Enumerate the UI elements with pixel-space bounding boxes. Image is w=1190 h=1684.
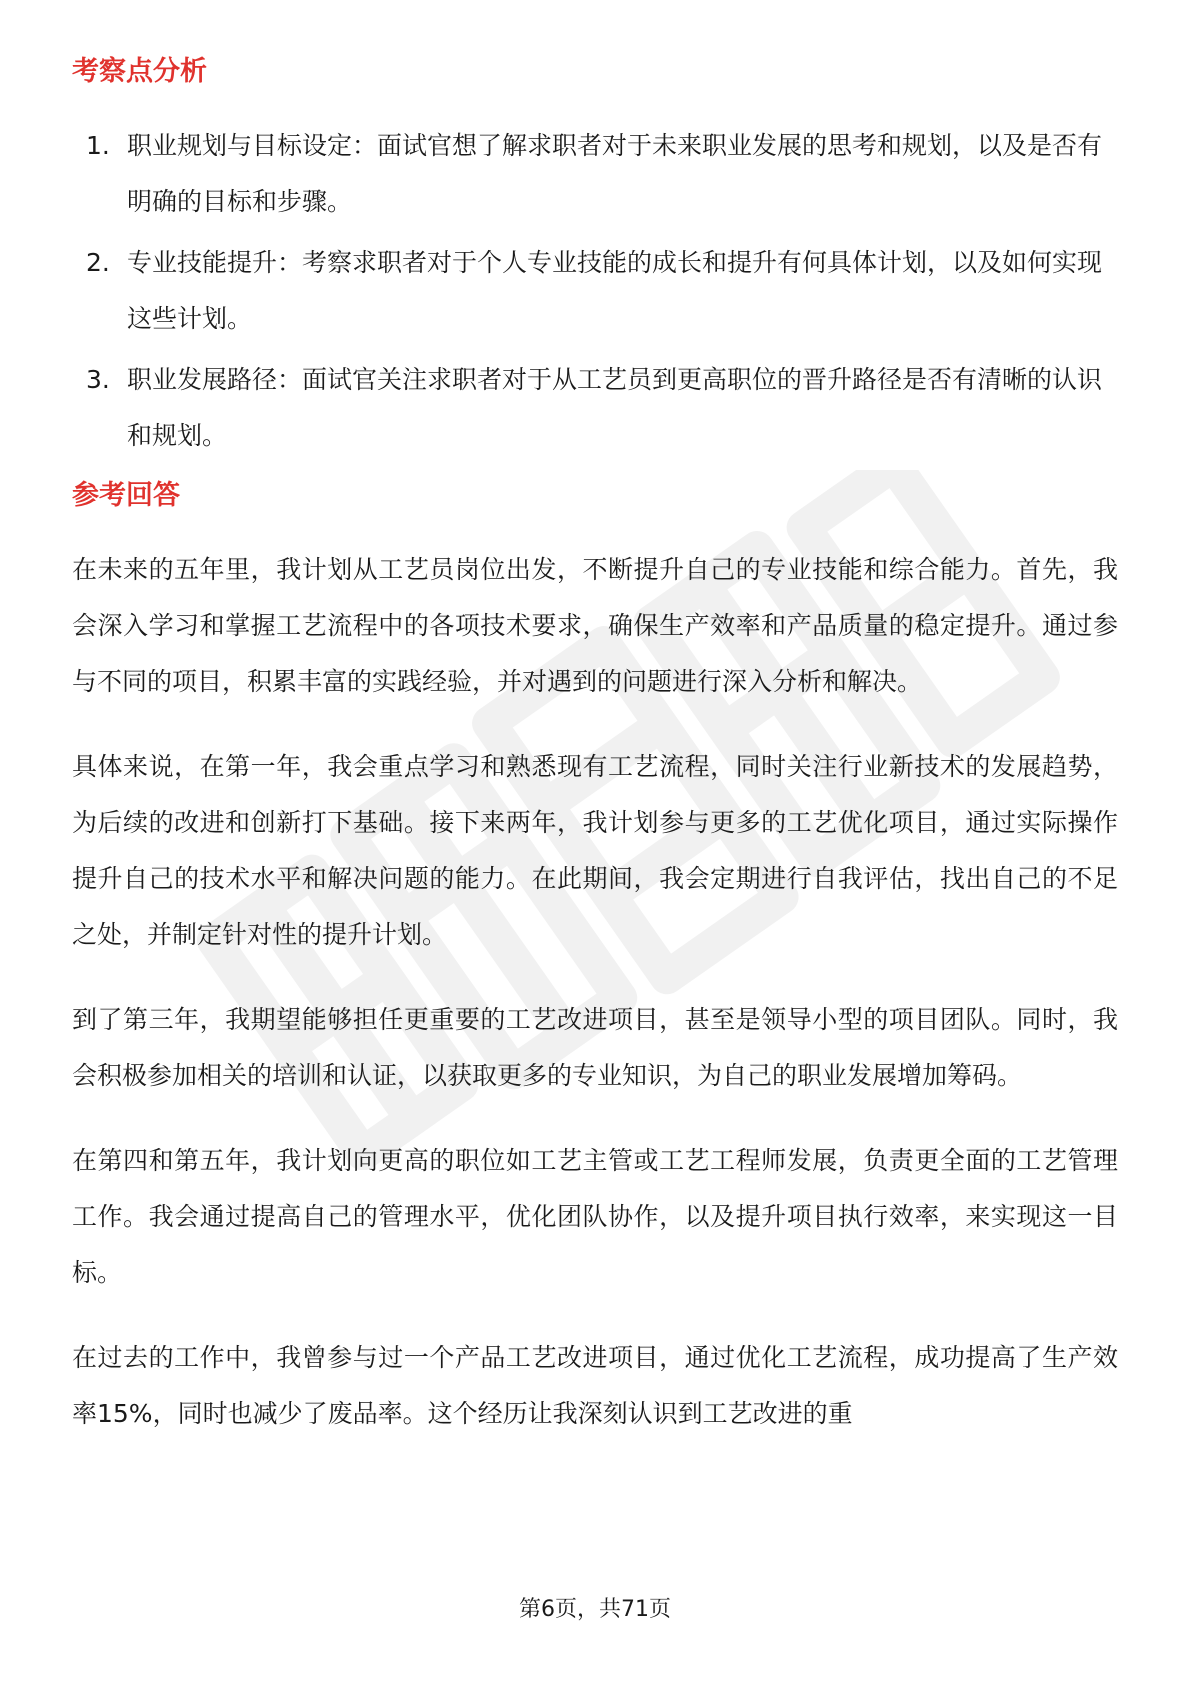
list-item-number: 2. [86,248,110,277]
answer-paragraph: 在第四和第五年，我计划向更高的职位如工艺主管或工艺工程师发展，负责更全面的工艺管理工作。我会通过提高自己的管理水平，优化团队协作，以及提升项目执行效率，来实现这一目标。 [72,1146,1118,1287]
list-item-number: 3. [86,365,110,394]
answer-paragraph: 在过去的工作中，我曾参与过一个产品工艺改进项目，通过优化工艺流程，成功提高了生产效率15%，同时也减少了废品率。这个经历让我深刻认识到工艺改进的重 [72,1343,1118,1428]
analysis-list [72,118,1118,464]
section-title-analysis: 考察点分析 [72,56,207,87]
answer-paragraph: 到了第三年，我期望能够担任更重要的工艺改进项目，甚至是领导小型的项目团队。同时，我会积极参加相关的培训和认证，以获取更多的专业知识，为自己的职业发展增加筹码。 [72,1005,1118,1090]
section-title-reference: 参考回答 [72,480,180,511]
answer-paragraph: 在未来的五年里，我计划从工艺员岗位出发，不断提升自己的专业技能和综合能力。首先，我会深入学习和掌握工艺流程中的各项技术要求，确保生产效率和产品质量的稳定提升。通过参与不同的项目，积累丰富的实践经验，并对遇到的问题进行深入分析和解决。 [72,555,1118,696]
list-item [72,235,1118,347]
list-item-number: 1. [86,131,110,160]
answer-paragraph: 具体来说，在第一年，我会重点学习和熟悉现有工艺流程，同时关注行业新技术的发展趋势，为后续的改进和创新打下基础。接下来两年，我计划参与更多的工艺优化项目，通过实际操作提升自己的技术水平和解决问题的能力。在此期间，我会定期进行自我评估，找出自己的不足之处，并制定针对性的提升计划。 [72,752,1118,949]
list-item [72,352,1118,464]
list-item [72,118,1118,230]
list-item-text: 专业技能提升：考察求职者对于个人专业技能的成长和提升有何具体计划，以及如何实现这些计划。 [127,248,1103,333]
page-number: 第6页，共71页 [519,1597,671,1622]
list-item-text: 职业规划与目标设定：面试官想了解求职者对于未来职业发展的思考和规划，以及是否有明确的目标和步骤。 [127,131,1103,216]
list-item-text: 职业发展路径：面试官关注求职者对于从工艺员到更高职位的晋升路径是否有清晰的认识和规划。 [127,365,1103,450]
